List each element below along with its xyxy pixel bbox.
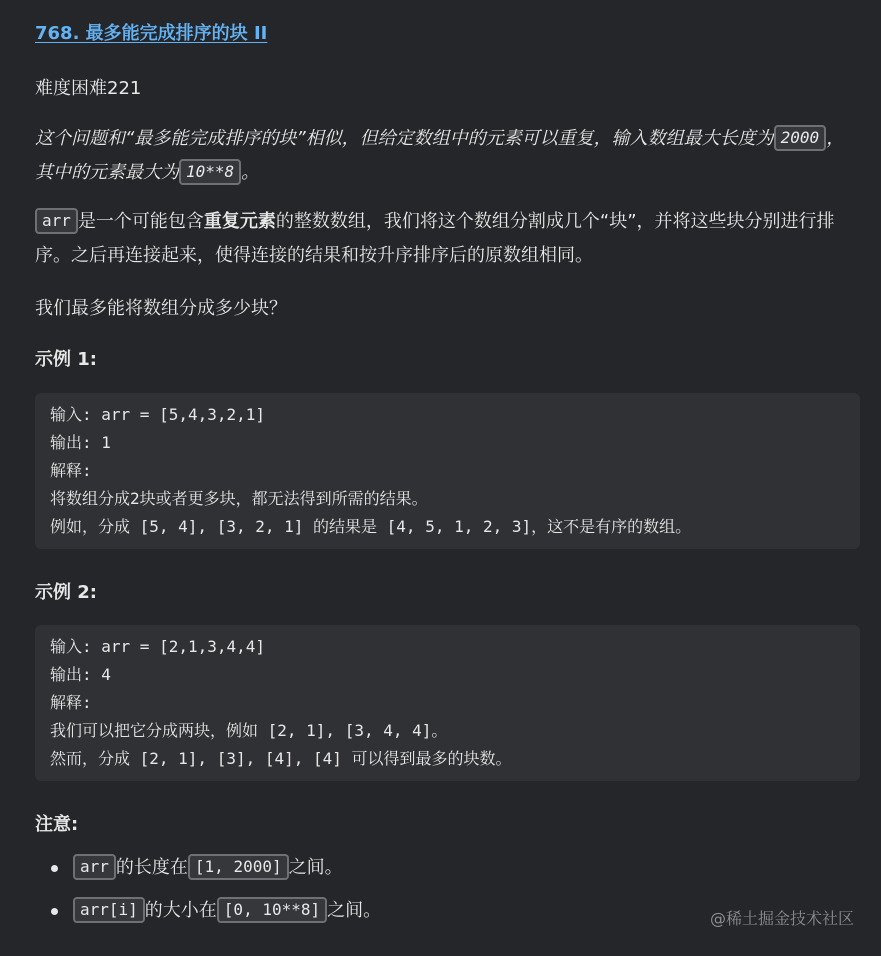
code-line: 输出: 4 — [50, 665, 111, 684]
list-item — [35, 853, 860, 883]
example-1-heading: 示例 1: — [35, 349, 97, 370]
problem-description — [35, 205, 860, 273]
code-line: 例如，分成 [5, 4], [3, 2, 1] 的结果是 [4, 5, 1, 2, 3]，这不是有序的数组。 — [50, 517, 692, 536]
code-line: 我们可以把它分成两块，例如 [2, 1], [3, 4, 4]。 — [50, 721, 448, 740]
code-line: 将数组分成2块或者更多块，都无法得到所需的结果。 — [50, 489, 428, 508]
watermark: @稀土掘金技术社区 — [709, 909, 854, 928]
code-line: 输出: 1 — [50, 433, 111, 452]
description-bold: 重复元素 — [203, 211, 276, 232]
list-item-text: 之间。 — [327, 900, 382, 921]
problem-question: 我们最多能将数组分成多少块？ — [35, 298, 287, 319]
code-line: 解释: — [50, 693, 92, 712]
code-line: 然而，分成 [2, 1], [3], [4], [4] 可以得到最多的块数。 — [50, 749, 512, 768]
inline-code: 10**8 — [179, 159, 241, 185]
difficulty-label: 难度困难221 — [35, 78, 142, 99]
inline-code: arr — [73, 854, 116, 880]
note-text: 。 — [241, 162, 260, 183]
note-text: 这个问题和“最多能完成排序的块”相似，但给定数组中的元素可以重复，输入数组最大长度为 — [35, 128, 774, 149]
list-item-text: 的长度在 — [115, 857, 188, 878]
inline-code: arr[i] — [73, 897, 145, 923]
list-item-text: 之间。 — [288, 857, 343, 878]
inline-code: 2000 — [774, 125, 827, 151]
notes-heading: 注意: — [35, 814, 79, 835]
problem-title-link[interactable]: 768. 最多能完成排序的块 II — [35, 23, 268, 44]
note-text: ，其中的元素最大为 — [35, 128, 845, 183]
bullet-icon — [51, 865, 58, 872]
list-item-text: 的大小在 — [144, 900, 217, 921]
example-2-code-block — [35, 625, 860, 781]
problem-note — [35, 122, 860, 190]
code-line: 解释: — [50, 461, 92, 480]
example-2-heading: 示例 2: — [35, 582, 97, 603]
description-text: 是一个可能包含 — [77, 211, 204, 232]
example-1-code-block — [35, 393, 860, 549]
code-line: 输入: arr = [5,4,3,2,1] — [50, 405, 266, 424]
inline-code: [1, 2000] — [188, 854, 289, 880]
description-text: 的整数数组，我们将这个数组分割成几个“块”，并将这些块分别进行排序。之后再连接起来，使得连接的结果和按升序排序后的原数组相同。 — [35, 211, 835, 266]
inline-code: arr — [35, 208, 78, 234]
code-line: 输入: arr = [2,1,3,4,4] — [50, 637, 266, 656]
inline-code: [0, 10**8] — [217, 897, 327, 923]
bullet-icon — [51, 908, 58, 915]
